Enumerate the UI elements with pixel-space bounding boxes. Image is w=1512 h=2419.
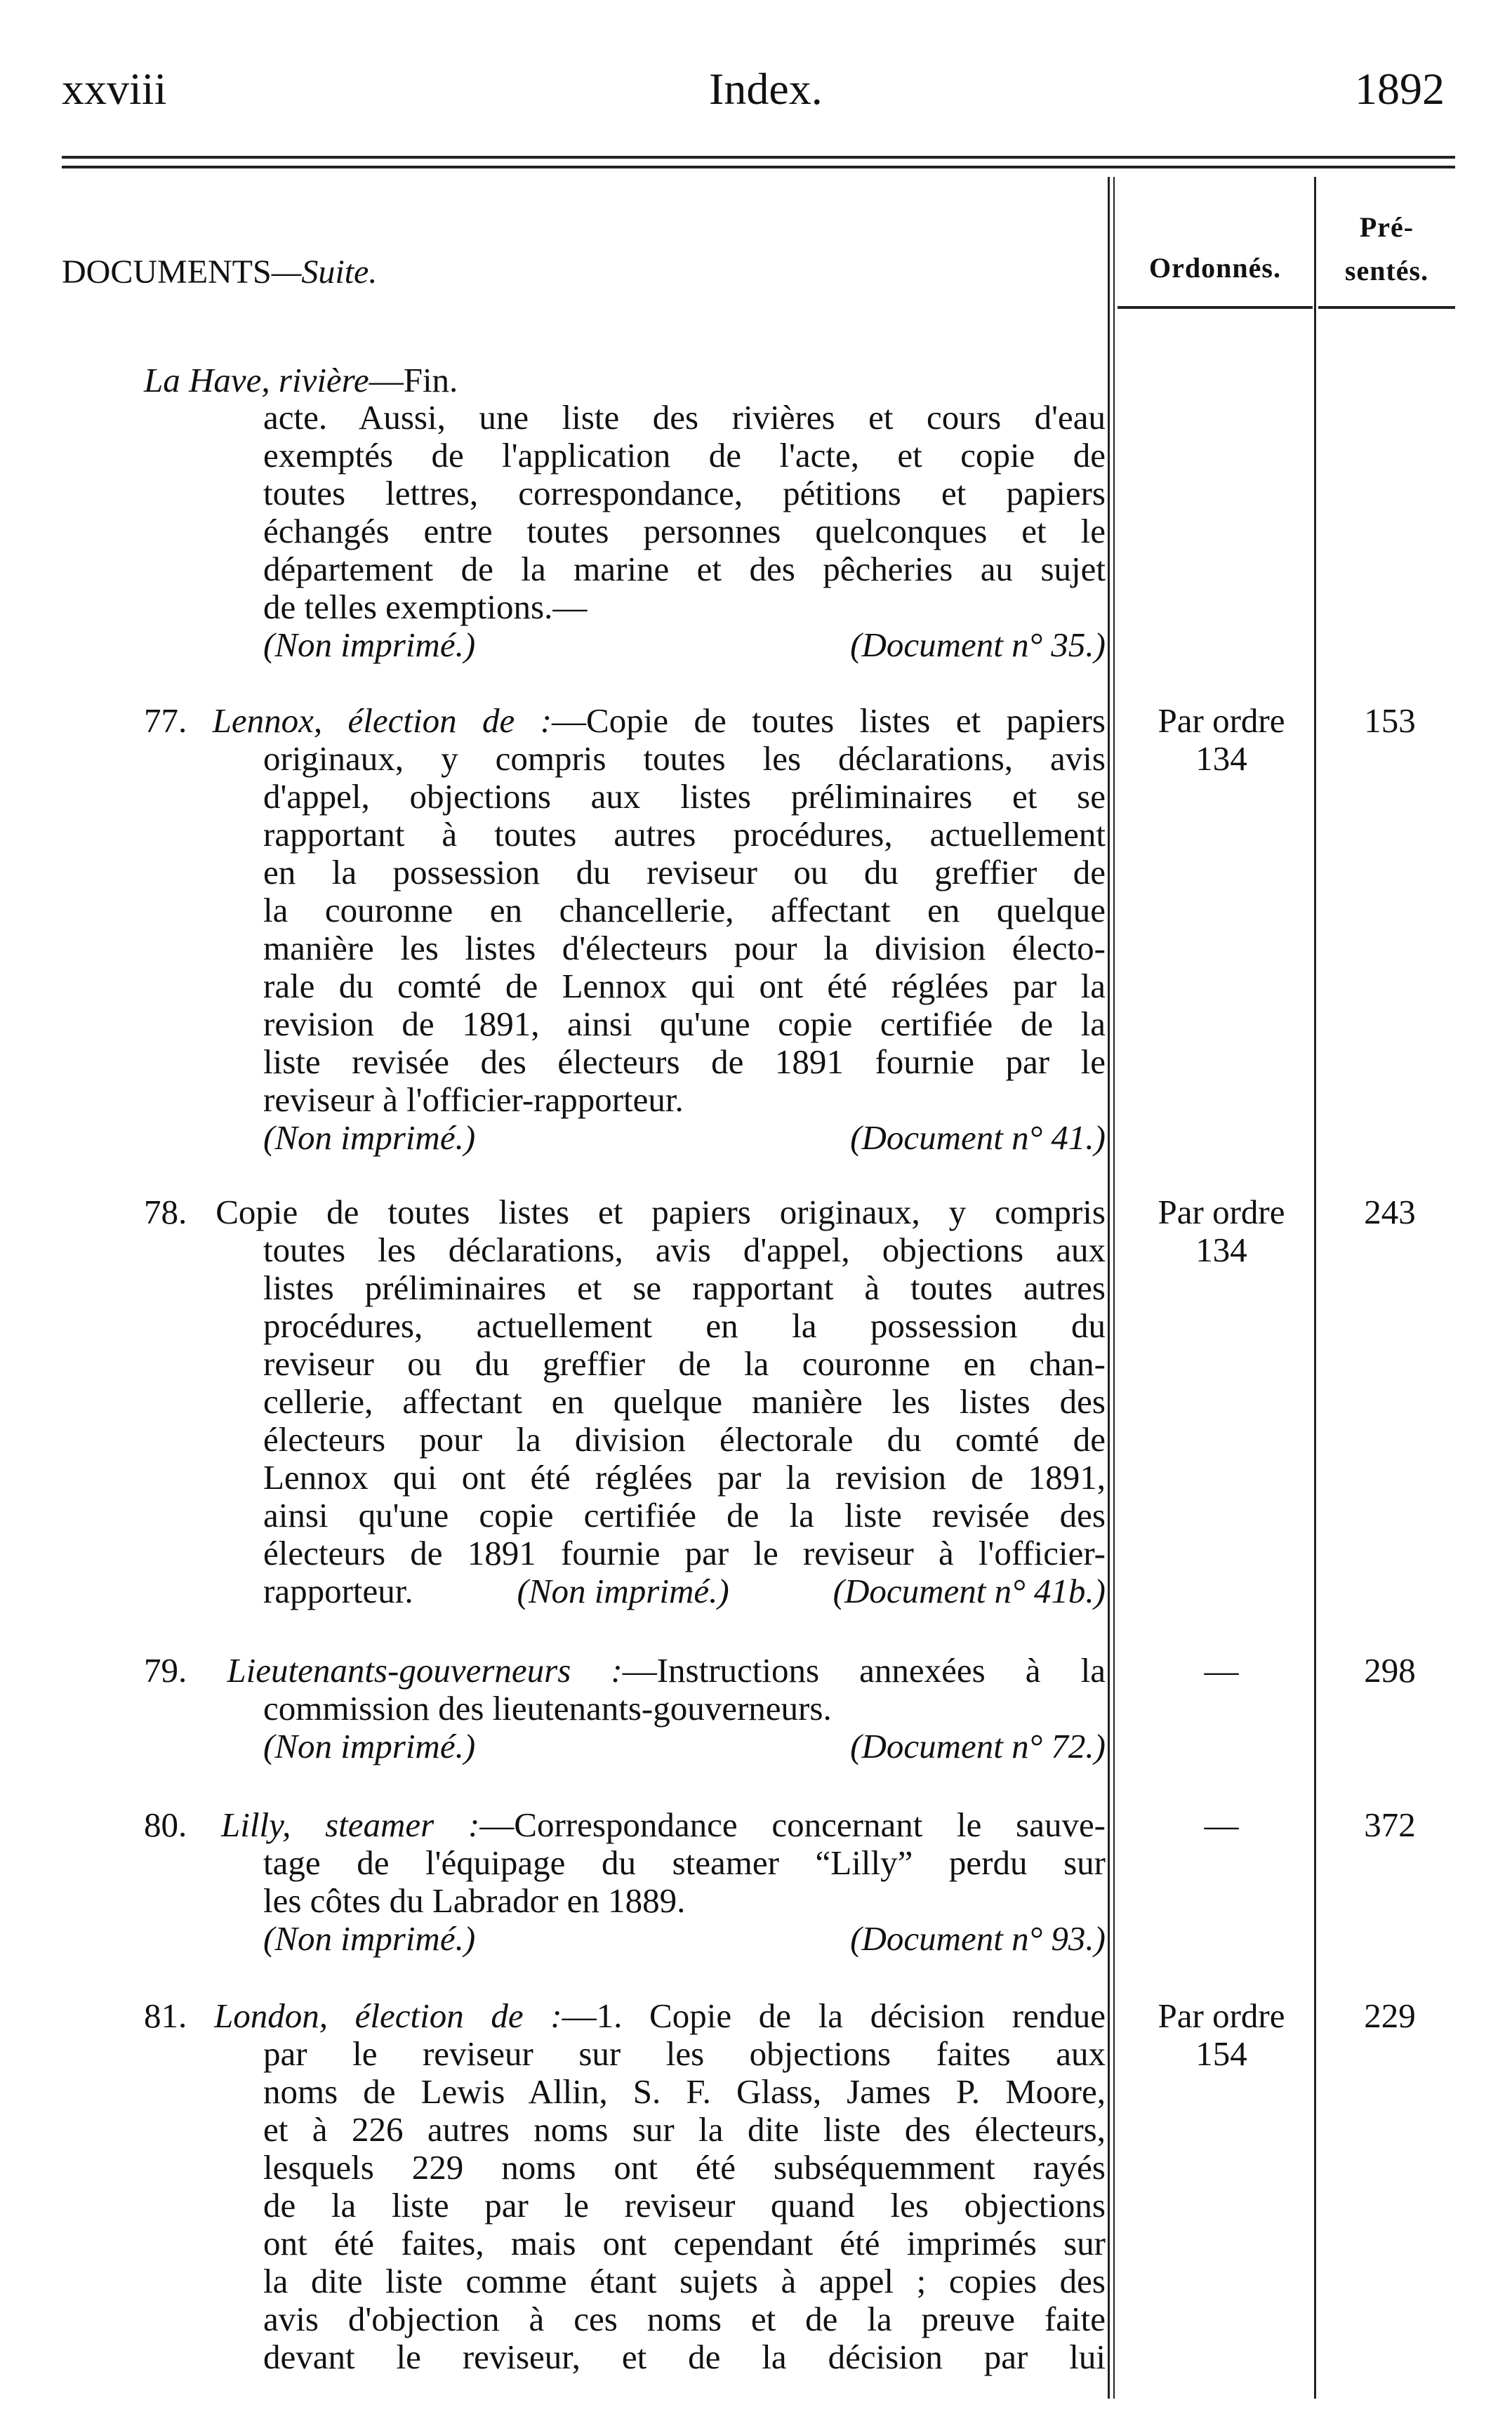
entry-line: procédures, actuellement en la possession du (263, 1306, 1106, 1345)
document-ref: (Document n° 93.) (850, 1919, 1106, 1958)
entry-topic-rest: —Correspondance concernant le sauve- (479, 1805, 1106, 1844)
entry-line: devant le reviseur, et de la décision par lui (263, 2338, 1106, 2376)
presentes-value: 229 (1364, 1996, 1416, 2035)
ordonnes-value: Par ordre (1158, 701, 1285, 740)
column-header-rule-presentes (1318, 306, 1455, 309)
entry-topic-rest: —Instructions annexées à la (622, 1651, 1106, 1690)
entry-line: toutes les déclarations, avis d'appel, objections aux (263, 1231, 1106, 1269)
entry-topic: Lieutenants-gouverneurs : (227, 1651, 623, 1690)
entry-citation (263, 1728, 1106, 1765)
entry-line: ont été faites, mais ont cependant été imprimés sur (263, 2224, 1106, 2262)
entry-line: listes préliminaires et se rapportant à toutes autres (263, 1268, 1106, 1307)
entry-line: en la possession du reviseur ou du greffier de (263, 853, 1106, 892)
entry-line: Lennox qui ont été réglées par la revision de 1891, (263, 1458, 1106, 1497)
ordonnes-value: 154 (1195, 2034, 1247, 2073)
entry-line: la dite liste comme étant sujets à appel ; copies des (263, 2262, 1106, 2300)
entry-line: manière les listes d'électeurs pour la division électo- (263, 929, 1106, 967)
entry-topic-rest: —1. Copie de la décision rendue (562, 1996, 1106, 2035)
year: 1892 (1355, 64, 1445, 114)
ordonnes-value: 134 (1195, 739, 1247, 778)
entry-line: électeurs pour la division électorale du comté de (263, 1420, 1106, 1459)
section-title: DOCUMENTS (62, 253, 272, 291)
section-heading (62, 253, 377, 292)
non-imprime: (Non imprimé.) (263, 1118, 476, 1157)
entry-first-text: Copie de toutes listes et papiers originaux, y compris (215, 1193, 1106, 1231)
entry-citation (263, 1920, 1106, 1958)
ordonnes-value: — (1204, 1805, 1239, 1844)
entry-first-line (144, 702, 1106, 740)
entry-line: d'appel, objections aux listes préliminaires et se (263, 777, 1106, 816)
entry-topic: Lilly, steamer : (220, 1805, 480, 1844)
entry-line: de telles exemptions.— (263, 588, 588, 626)
entry-line: revision de 1891, ainsi qu'une copie certifiée de la (263, 1005, 1106, 1043)
entry-citation (263, 1119, 1106, 1157)
entry-line: ainsi qu'une copie certifiée de la liste revisée des (263, 1496, 1106, 1535)
entry-line: exemptés de l'application de l'acte, et copie de (263, 436, 1106, 475)
document-ref: (Document n° 72.) (850, 1727, 1106, 1765)
entry-topic-rest: —Copie de toutes listes et papiers (552, 701, 1106, 740)
entry-line: département de la marine et des pêcheries au sujet (263, 550, 1106, 588)
entry-line: la couronne en chancellerie, affectant en quelque (263, 891, 1106, 929)
entry-first-line (144, 1997, 1106, 2035)
entry-line: noms de Lewis Allin, S. F. Glass, James P. Moore, (263, 2072, 1106, 2111)
entry-first-line (144, 1652, 1106, 1690)
entry-line: et à 226 autres noms sur la dite liste des électeurs, (263, 2110, 1106, 2149)
entry-citation (263, 1572, 1106, 1610)
entry-line: rale du comté de Lennox qui ont été réglées par la (263, 967, 1106, 1005)
entry-topic: La Have, rivière (144, 361, 369, 399)
entry-first-line (144, 1193, 1106, 1231)
entry-number: 77. (144, 701, 187, 740)
column-header-presentes-1: Pré- (1359, 211, 1414, 243)
presentes-value: 243 (1364, 1193, 1416, 1231)
entry-line: acte. Aussi, une liste des rivières et cours d'eau (263, 398, 1106, 437)
non-imprime: (Non imprimé.) (263, 1727, 476, 1765)
entry-number: 80. (144, 1805, 187, 1844)
entry-topic-suffix: —Fin. (369, 361, 458, 399)
entry-line: avis d'objection à ces noms et de la preuve faite (263, 2300, 1106, 2338)
section-suffix: —Suite. (271, 253, 378, 291)
entry-line: électeurs de 1891 fournie par le reviseur à l'officier- (263, 1534, 1106, 1572)
document-ref: (Document n° 35.) (850, 625, 1106, 664)
entry-line: reviseur à l'officier-rapporteur. (263, 1080, 684, 1119)
presentes-value: 372 (1364, 1805, 1416, 1844)
document-ref: (Document n° 41b.) (833, 1572, 1106, 1610)
header-rule-bottom (62, 166, 1455, 168)
presentes-value: 298 (1364, 1651, 1416, 1690)
ordonnes-value: 134 (1195, 1231, 1247, 1269)
entry-line: originaux, y compris toutes les déclarations, avis (263, 739, 1106, 778)
ordonnes-value: — (1204, 1651, 1239, 1690)
entry-line: reviseur ou du greffier de la couronne en chan- (263, 1344, 1106, 1383)
entry-line: commission des lieutenants-gouverneurs. (263, 1689, 832, 1728)
column-header-presentes-2: sentés. (1344, 255, 1429, 286)
non-imprime: (Non imprimé.) (263, 625, 476, 664)
entry-line: rapportant à toutes autres procédures, actuellement (263, 815, 1106, 854)
entry-line: de la liste par le reviseur quand les objections (263, 2186, 1106, 2225)
entry-line: cellerie, affectant en quelque manière les listes des (263, 1382, 1106, 1421)
header-rule-top (62, 156, 1455, 159)
column-divider-left-b (1113, 177, 1115, 2399)
entry-line: toutes lettres, correspondance, pétitions et papiers (263, 474, 1106, 512)
entry-line: échangés entre toutes personnes quelconques et le (263, 512, 1106, 550)
column-header-rule-ordonnes (1118, 306, 1313, 309)
column-divider-left-a (1108, 177, 1110, 2399)
entry-number: 78. (144, 1193, 187, 1231)
running-title: Index. (709, 64, 823, 114)
entry-citation (263, 626, 1106, 664)
entry-line: liste revisée des électeurs de 1891 fournie par le (263, 1042, 1106, 1081)
entry-line: par le reviseur sur les objections faites aux (263, 2034, 1106, 2073)
entry-line: lesquels 229 noms ont été subséquemment rayés (263, 2148, 1106, 2187)
entry-topic: London, élection de : (213, 1996, 562, 2035)
page-number: xxviii (62, 64, 167, 114)
column-header-ordonnes: Ordonnés. (1149, 252, 1281, 284)
entry-line: tage de l'équipage du steamer “Lilly” perdu sur (263, 1843, 1106, 1882)
ordonnes-value: Par ordre (1158, 1193, 1285, 1231)
non-imprime: (Non imprimé.) (263, 1919, 476, 1958)
document-ref: (Document n° 41.) (850, 1118, 1106, 1157)
entry-topic: Lennox, élection de : (212, 701, 552, 740)
entry-last-text: rapporteur. (263, 1572, 413, 1610)
entry-number: 79. (144, 1651, 187, 1690)
non-imprime: (Non imprimé.) (517, 1572, 729, 1610)
entry-number: 81. (144, 1996, 187, 2035)
presentes-value: 153 (1364, 701, 1416, 740)
entry-topic-line (144, 362, 458, 399)
entry-first-line (144, 1806, 1106, 1844)
entry-line: les côtes du Labrador en 1889. (263, 1881, 686, 1920)
ordonnes-value: Par ordre (1158, 1996, 1285, 2035)
